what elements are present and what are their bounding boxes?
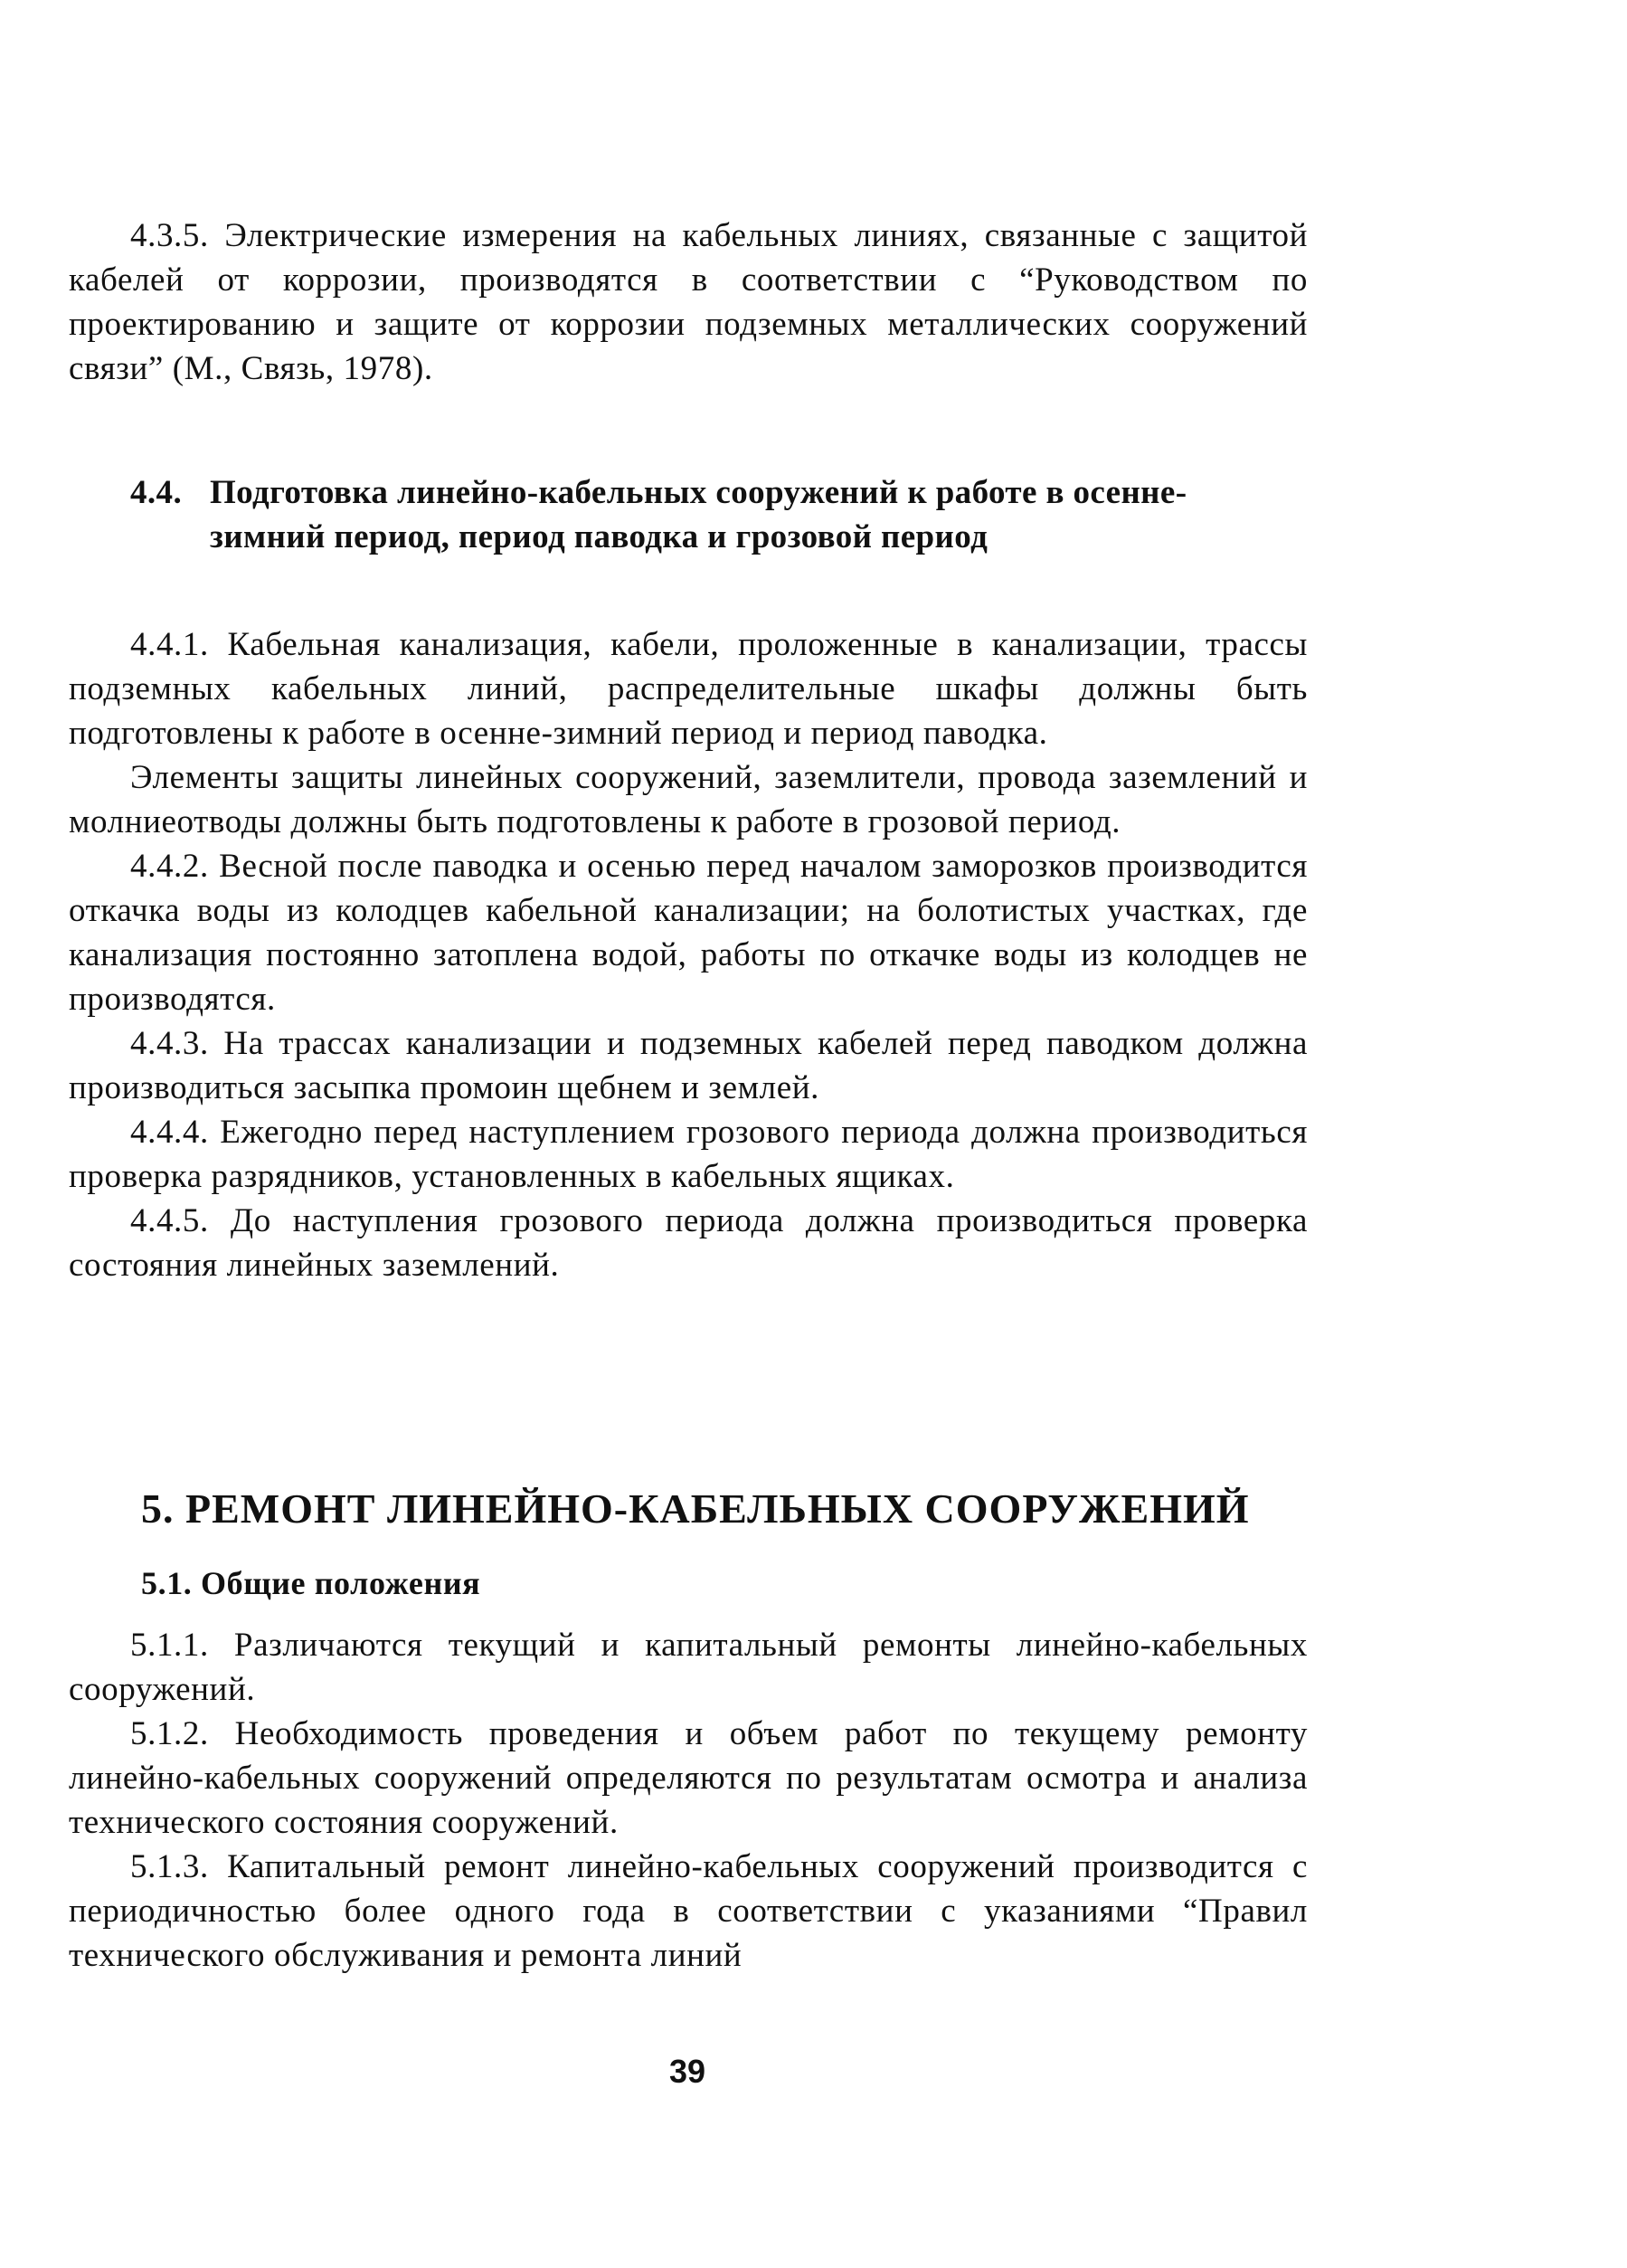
paragraph-4-4-4: 4.4.4. Ежегодно перед наступлением грозового периода должна производиться проверка разрядников, установленных в кабельных ящиках. [69, 1114, 1308, 1195]
chapter-title: 5. РЕМОНТ ЛИНЕЙНО-КАБЕЛЬНЫХ СООРУЖЕНИЙ [141, 1485, 1250, 1532]
paragraph-5-1-3: 5.1.3. Капитальный ремонт линейно-кабельных сооружений производится с периодичностью более одного года в соответствии с указаниями “Правил технического обслуживания и ремонта линий [69, 1848, 1308, 1974]
paragraph-protection-elements: Элементы защиты линейных сооружений, заземлители, провода заземлений и молниеотводы должны быть подготовлены к работе в грозовой период. [69, 759, 1308, 840]
section-4-4-heading [69, 470, 1308, 559]
paragraph-4-3-5: 4.3.5. Электрические измерения на кабельных линиях, связанные с защитой кабелей от коррозии, производятся в соответствии с “Руководством по проектированию и защите от коррозии подземных металлических сооружений связи” (М., Связь, 1978). [69, 217, 1308, 387]
paragraph-4-4-3: 4.4.3. На трассах канализации и подземных кабелей перед паводком должна производиться засыпка промоин щебнем и землей. [69, 1025, 1308, 1106]
paragraph-5-1-2: 5.1.2. Необходимость проведения и объем работ по текущему ремонту линейно-кабельных сооружений определяются по результатам осмотра и анализа технического состояния сооружений. [69, 1715, 1308, 1841]
section-4-4-body [69, 622, 1308, 1287]
paragraph-4-4-2: 4.4.2. Весной после паводка и осенью перед началом заморозков производится откачка воды из колодцев кабельной канализации; на болотистых участках, где канализация постоянно затоплена водой, работы по откачке воды из колодцев не производятся. [69, 848, 1308, 1018]
section-heading [69, 470, 1308, 559]
paragraph-5-1-1: 5.1.1. Различаются текущий и капитальный ремонты линейно-кабельных сооружений. [69, 1627, 1308, 1708]
section-4-3-block [69, 214, 1308, 391]
paragraph-4-4-1: 4.4.1. Кабельная канализация, кабели, проложенные в канализации, трассы подземных кабельных линий, распределительные шкафы должны быть подготовлены к работе в осенне-зимний период и период паводка. [69, 626, 1308, 752]
section-5-heading-block [69, 1484, 1308, 1534]
subsection-5-1-heading-block [69, 1561, 1308, 1605]
section-title: Подготовка линейно-кабельных сооружений к работе в осенне-зимний период, период паводка и грозовой период [210, 474, 1187, 555]
subsection-title: 5.1. Общие положения [141, 1565, 481, 1601]
paragraph-4-4-5: 4.4.5. До наступления грозового периода должна производиться проверка состояния линейных заземлений. [69, 1202, 1308, 1284]
page-number: 39 [668, 2053, 706, 2090]
section-number: 4.4. [130, 474, 183, 511]
section-5-body [69, 1623, 1308, 1978]
